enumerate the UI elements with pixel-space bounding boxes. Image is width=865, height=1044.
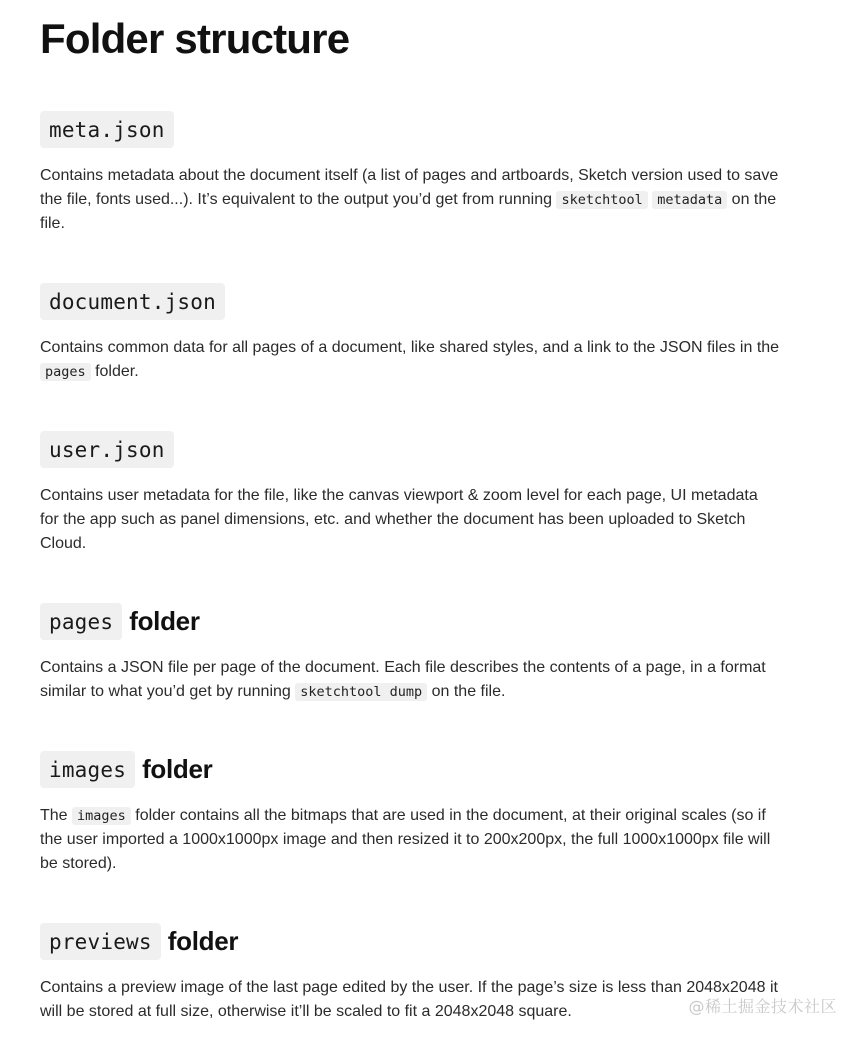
section-heading	[40, 922, 780, 960]
section-document-json	[40, 282, 780, 384]
description-text: Contains user metadata for the file, like the canvas viewport & zoom level for each page, UI metadata for the app such as panel dimensions, etc. and whether the document has been uploaded to Sketch Cloud.	[40, 487, 758, 552]
heading-code: previews	[40, 923, 161, 960]
section-pages-folder	[40, 602, 780, 704]
inline-code: images	[72, 807, 131, 825]
heading-code: pages	[40, 603, 122, 640]
section-description	[40, 656, 780, 704]
inline-code: metadata	[652, 191, 727, 209]
description-text: Contains metadata about the document itself (a list of pages and artboards, Sketch version used to save the file, fonts used...). It’s equivalent to the output you’d get from running	[40, 167, 779, 208]
section-heading	[40, 430, 780, 468]
section-meta-json	[40, 110, 780, 236]
document-page	[40, 0, 780, 1024]
heading-suffix: folder	[167, 925, 239, 956]
heading-code: meta.json	[40, 111, 174, 148]
description-text: on the file.	[427, 683, 506, 700]
section-images-folder	[40, 750, 780, 876]
section-heading	[40, 110, 780, 148]
description-text: Contains a preview image of the last page edited by the user. If the page’s size is less than 2048x2048 it will be stored at full size, otherwise it’ll be scaled to fit a 2048x2048 square.	[40, 979, 778, 1020]
inline-code: sketchtool dump	[295, 683, 427, 701]
heading-suffix: folder	[129, 605, 200, 636]
section-user-json	[40, 430, 780, 556]
section-heading	[40, 750, 780, 788]
section-heading	[40, 602, 780, 640]
heading-code: user.json	[40, 431, 174, 468]
inline-code: sketchtool	[556, 191, 647, 209]
section-description	[40, 164, 780, 236]
section-heading	[40, 282, 780, 320]
page-title: Folder structure	[40, 15, 350, 62]
section-description	[40, 336, 780, 384]
description-text: folder.	[90, 363, 139, 380]
inline-code: pages	[40, 363, 91, 381]
description-text: folder contains all the bitmaps that are used in the document, at their original scales (so if the user imported a 1000x1000px image and then resized it to 200x200px, the full 1000x1000px file will be stored).	[40, 807, 771, 872]
description-text: Contains a JSON file per page of the document. Each file describes the contents of a page, in a format similar to what you’d get by running	[40, 659, 766, 700]
description-text: The	[40, 807, 73, 824]
description-text: on the file.	[40, 191, 777, 232]
description-text: Contains common data for all pages of a document, like shared styles, and a link to the JSON files in the	[40, 339, 780, 356]
heading-suffix: folder	[142, 753, 213, 784]
heading-code: images	[40, 751, 135, 788]
section-description	[40, 804, 780, 876]
heading-code: document.json	[40, 283, 225, 320]
section-description	[40, 976, 780, 1024]
section-previews-folder	[40, 922, 780, 1024]
section-description	[40, 484, 780, 556]
watermark: @稀土掘金技术社区	[688, 997, 837, 1016]
